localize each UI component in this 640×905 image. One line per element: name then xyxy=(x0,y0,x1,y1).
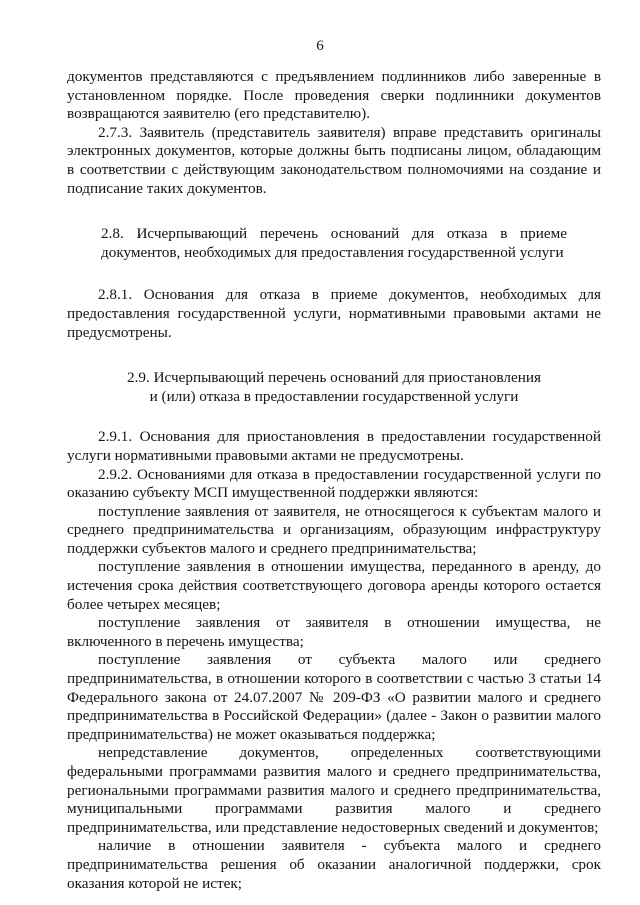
paragraph-2-9-2: 2.9.2. Основаниями для отказа в предоставлении государственной услуги по оказанию субъекту МСП имущественной поддержки являются: xyxy=(67,465,601,502)
list-item: наличие в отношении заявителя - субъекта малого и среднего предпринимательства решения об оказании аналогичной поддержки, срок оказания которой не истек; xyxy=(67,837,601,892)
paragraph-continuation: документов представляются с предъявлением подлинников либо заверенные в установленном порядке. После проведения сверки подлинники документов возвращаются заявителю (его представителю). xyxy=(67,68,601,123)
section-heading-2-9 xyxy=(67,369,601,406)
list-item: поступление заявления от заявителя, не относящегося к субъектам малого и среднего предпринимательства и организациям, образующим инфраструктуру поддержки субъектов малого и среднего предпринимательства; xyxy=(67,502,601,557)
list-item: поступление заявления в отношении имущества, переданного в аренду, до истечения срока действия соответствующего договора аренды которого остается более четырех месяцев; xyxy=(67,558,601,613)
list-item: поступление заявления от субъекта малого или среднего предпринимательства, в отношении которого в соответствии с частью 3 статьи 14 Федерального закона от 24.07.2007 № 209-ФЗ «О развитии малого и среднего предпринимательства в Российской Федерации» (далее - Закон о развитии малого предпринимательства) не может оказываться поддержка; xyxy=(67,651,601,743)
list-item: поступление заявления от заявителя в отношении имущества, не включенного в перечень имущества; xyxy=(67,614,601,650)
section-heading-2-9-line-1: 2.9. Исчерпывающий перечень оснований для приостановления xyxy=(127,369,541,387)
paragraph-2-8-1: 2.8.1. Основания для отказа в приеме документов, необходимых для предоставления государственной услуги, нормативными правовыми актами не предусмотрены. xyxy=(67,286,601,341)
section-heading-2-9-line-2: и (или) отказа в предоставлении государственной услуги xyxy=(149,387,519,405)
page-number: 6 xyxy=(316,38,324,54)
paragraph-2-7-3: 2.7.3. Заявитель (представитель заявителя) вправе представить оригиналы электронных документов, которые должны быть подписаны лицом, обладающим в соответствии с действующим законодательством полномочиями на создание и подписание таких документов. xyxy=(67,123,601,197)
paragraph-2-9-1: 2.9.1. Основания для приостановления в предоставлении государственной услуги нормативными правовыми актами не предусмотрены. xyxy=(67,428,601,464)
page-content xyxy=(67,68,601,893)
list-item: непредставление документов, определенных соответствующими федеральными программами развития малого и среднего предпринимательства, региональными программами развития малого и среднего предпринимательства, муниципальными программами развития малого и среднего предпринимательства, или представление недостоверных сведений и документов; xyxy=(67,744,601,836)
section-heading-2-8: 2.8. Исчерпывающий перечень оснований для отказа в приеме документов, необходимых для предоставления государственной услуги xyxy=(101,225,567,261)
